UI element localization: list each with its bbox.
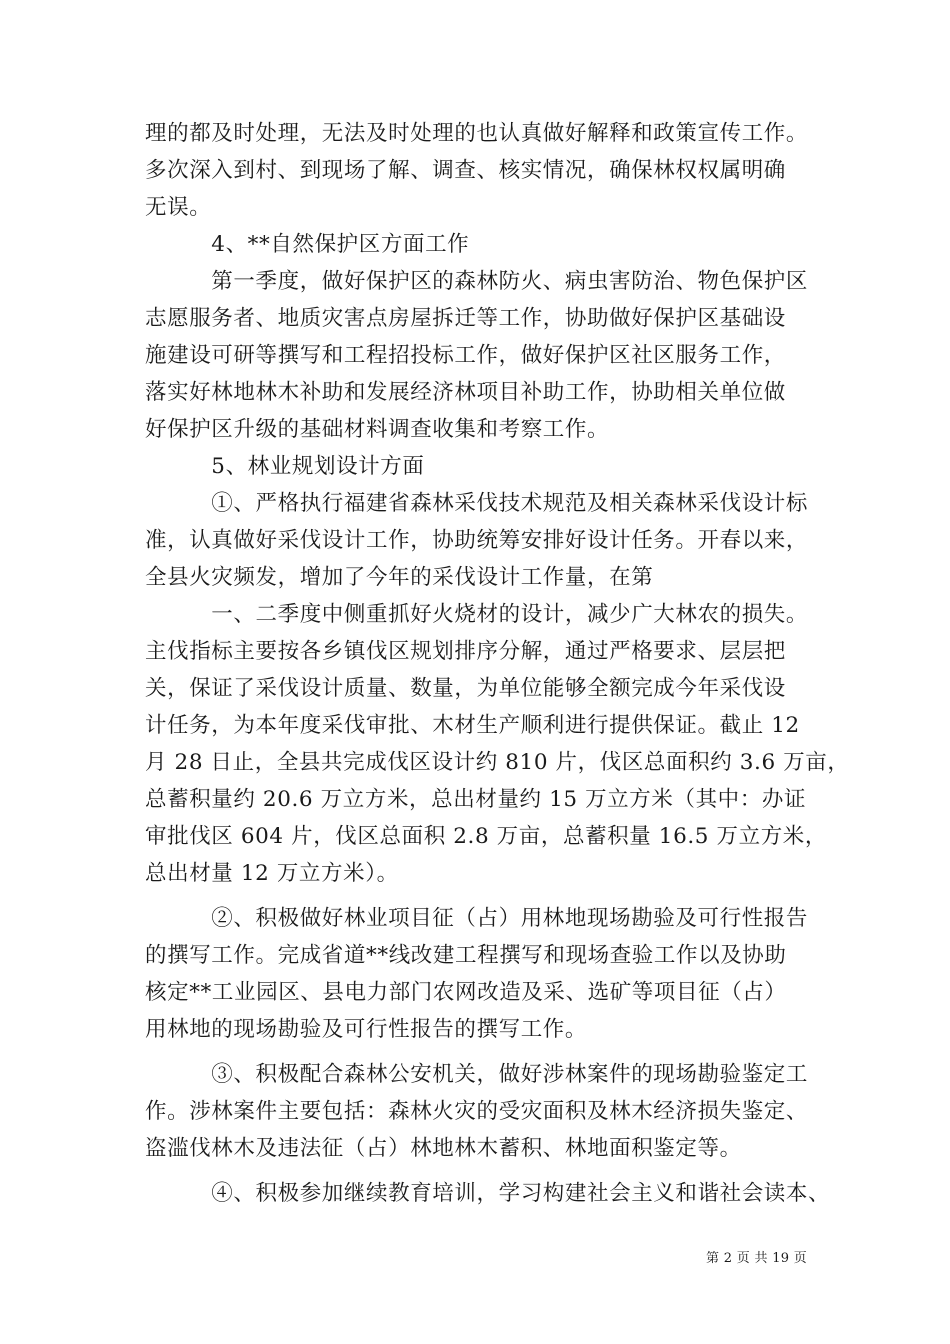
text-line: ①、严格执行福建省森林采伐技术规范及相关森林采伐设计标 bbox=[145, 491, 809, 516]
text-line: 理的都及时处理，无法及时处理的也认真做好解释和政策宣传工作。 bbox=[145, 121, 809, 146]
text-line: 多次深入到村、到现场了解、调查、核实情况，确保林权权属明确 bbox=[145, 158, 786, 183]
text-line: 一、二季度中侧重抓好火烧材的设计，减少广大林农的损失。 bbox=[145, 602, 809, 627]
body-text bbox=[145, 115, 850, 1212]
text-line: ③、积极配合森林公安机关，做好涉林案件的现场勘验鉴定工 bbox=[145, 1062, 809, 1087]
text-line: 第一季度，做好保护区的森林防火、病虫害防治、物色保护区 bbox=[145, 269, 809, 294]
text-line: 好保护区升级的基础材料调查收集和考察工作。 bbox=[145, 417, 610, 442]
text-line: 的撰写工作。完成省道**线改建工程撰写和现场查验工作以及协助 bbox=[145, 943, 787, 968]
text-line: 计任务，为本年度采伐审批、木材生产顺利进行提供保证。截止 12 bbox=[145, 713, 800, 738]
text-line: 主伐指标主要按各乡镇伐区规划排序分解，通过严格要求、层层把 bbox=[145, 639, 786, 664]
text-line: 全县火灾频发，增加了今年的采伐设计工作量，在第 bbox=[145, 565, 654, 590]
paragraph-gap bbox=[145, 1048, 825, 1056]
text-line: ④、积极参加继续教育培训，学习构建社会主义和谐社会读本、 bbox=[145, 1181, 831, 1206]
paragraph-gap bbox=[145, 1167, 825, 1175]
text-line: 盗滥伐林木及违法征（占）林地林木蓄积、林地面积鉴定等。 bbox=[145, 1136, 742, 1161]
text-line: 志愿服务者、地质灾害点房屋拆迁等工作，协助做好保护区基础设 bbox=[145, 306, 786, 331]
text-line: ②、积极做好林业项目征（占）用林地现场勘验及可行性报告 bbox=[145, 906, 809, 931]
page-number-footer: 第 2 页 共 19 页 bbox=[706, 1251, 808, 1266]
section-heading: 4、**自然保护区方面工作 bbox=[145, 232, 470, 257]
paragraph-gap bbox=[145, 892, 825, 900]
text-line: 准，认真做好采伐设计工作，协助统筹安排好设计任务。开春以来， bbox=[145, 528, 809, 553]
text-line: 关，保证了采伐设计质量、数量，为单位能够全额完成今年采伐设 bbox=[145, 676, 786, 701]
text-line: 用林地的现场勘验及可行性报告的撰写工作。 bbox=[145, 1017, 588, 1042]
text-line: 无误。 bbox=[145, 195, 212, 220]
text-line: 作。涉林案件主要包括：森林火灾的受灾面积及林木经济损失鉴定、 bbox=[145, 1099, 809, 1124]
text-line: 施建设可研等撰写和工程招投标工作，做好保护区社区服务工作， bbox=[145, 343, 786, 368]
text-line: 审批伐区 604 片，伐区总面积 2.8 万亩，总蓄积量 16.5 万立方米， bbox=[145, 824, 828, 849]
text-line: 落实好林地林木补助和发展经济林项目补助工作，协助相关单位做 bbox=[145, 380, 786, 405]
text-line: 月 28 日止，全县共完成伐区设计约 810 片，伐区总面积约 3.6 万亩， bbox=[145, 750, 850, 775]
text-line: 核定**工业园区、县电力部门农网改造及采、选矿等项目征（占） bbox=[145, 980, 787, 1005]
text-line: 总蓄积量约 20.6 万立方米，总出材量约 15 万立方米（其中：办证 bbox=[145, 787, 807, 812]
text-line: 总出材量 12 万立方米）。 bbox=[145, 861, 399, 886]
section-heading: 5、林业规划设计方面 bbox=[145, 454, 425, 479]
